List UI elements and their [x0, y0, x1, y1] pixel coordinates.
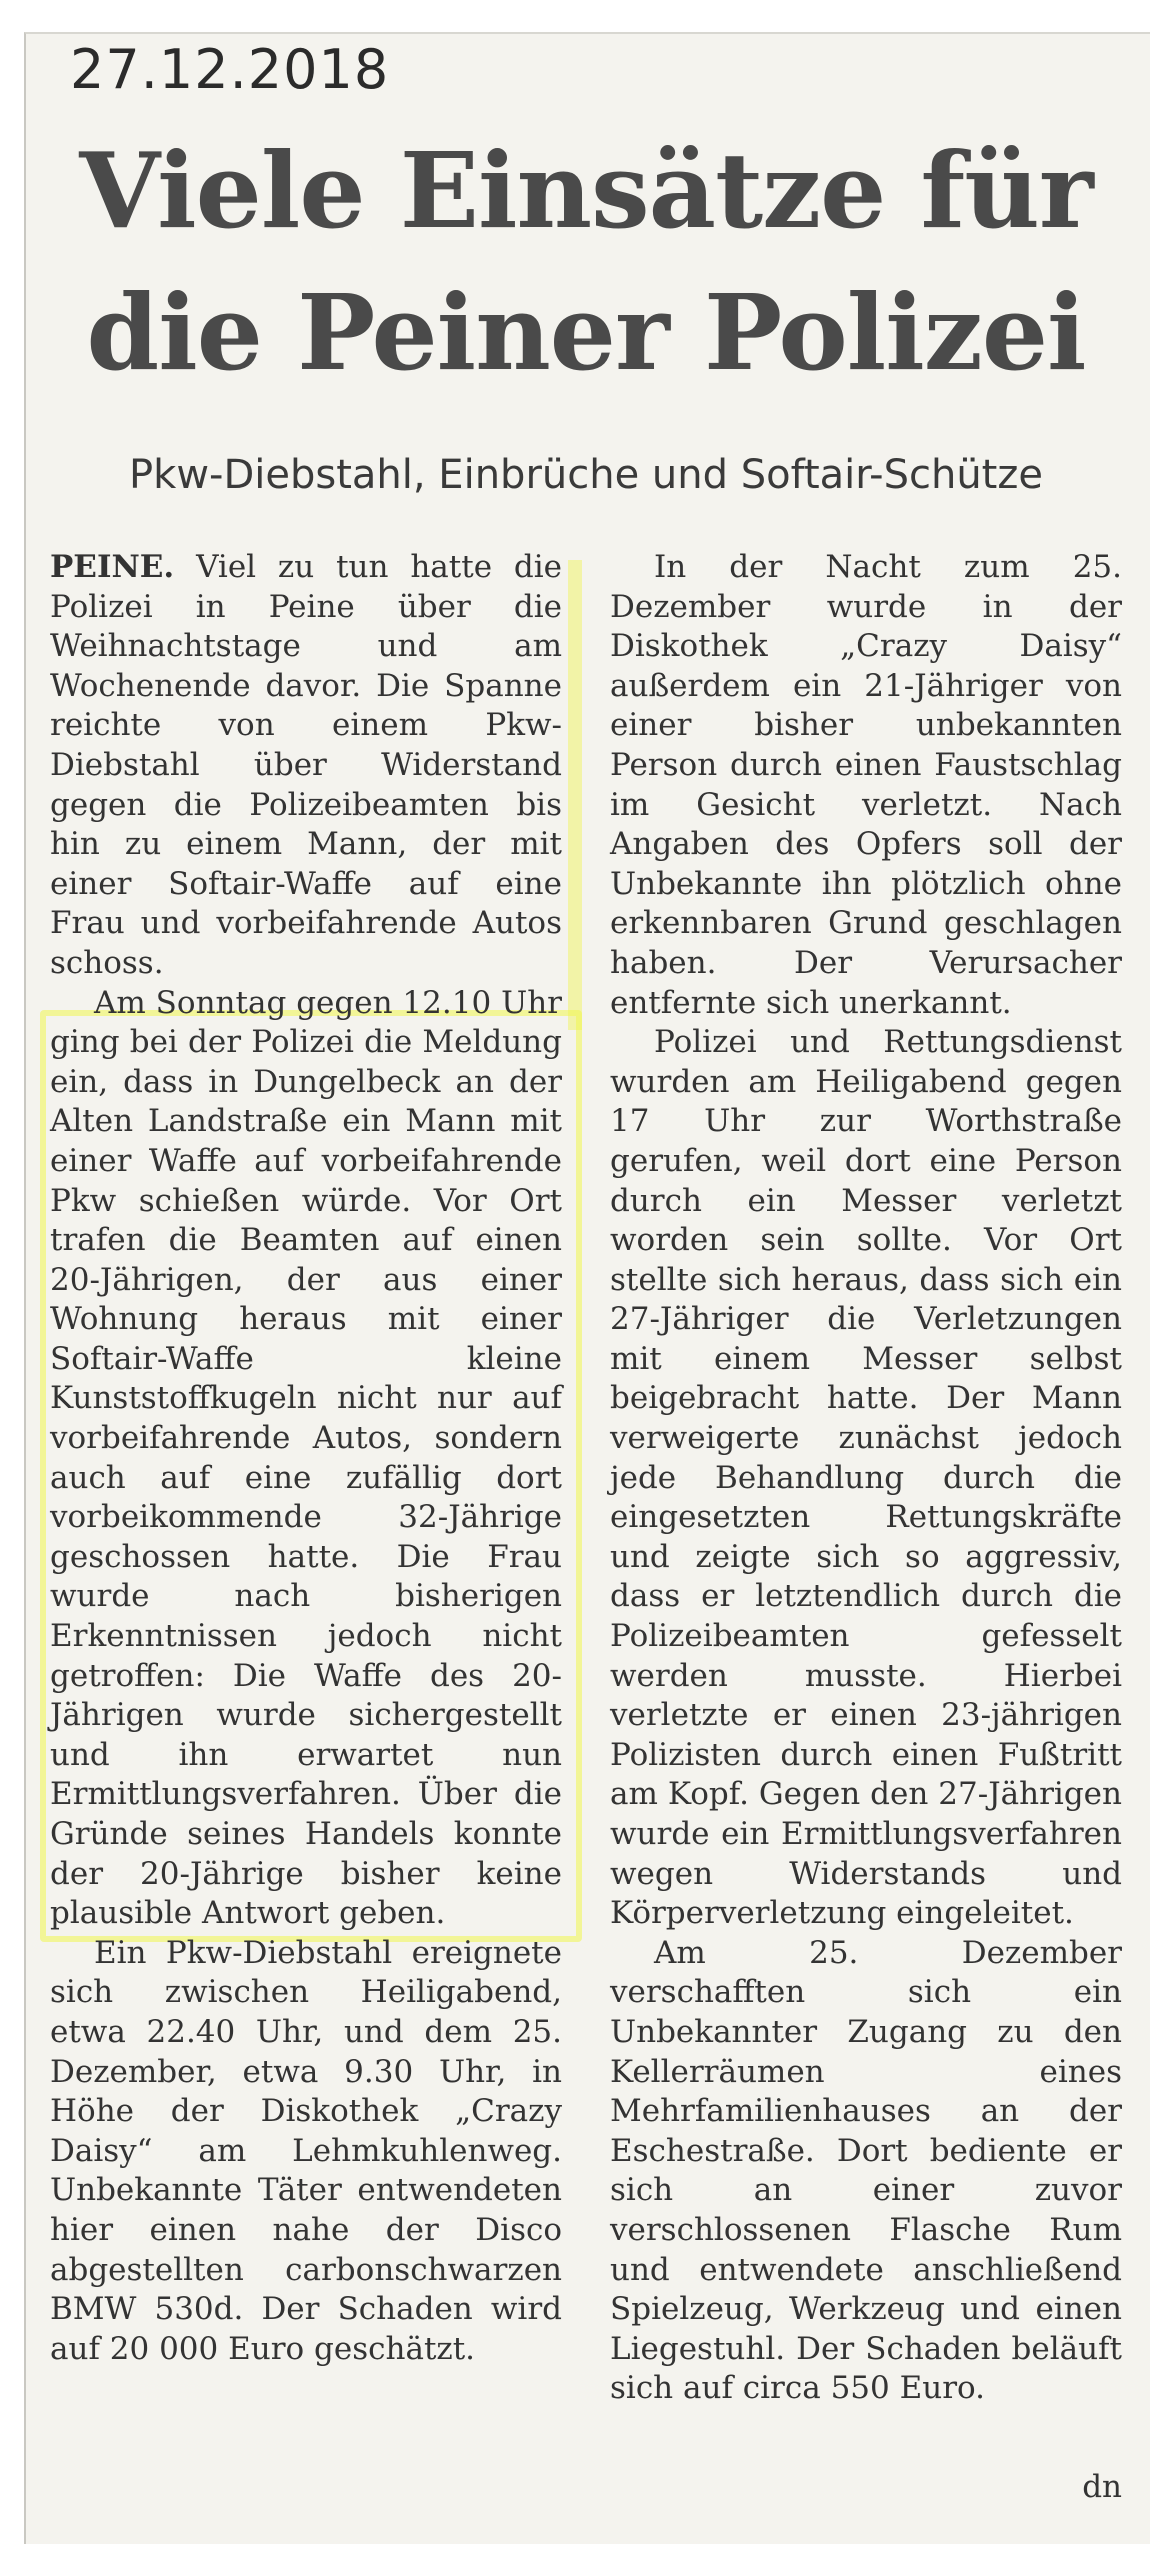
headline: [40, 120, 1132, 404]
subheadline: Pkw-Diebstahl, Einbrüche und Softair-Schütze: [129, 452, 1043, 498]
article-column-right: [610, 548, 1122, 2508]
article-paragraph: [50, 548, 562, 984]
paragraph-text: Viel zu tun hatte die Polizei in Peine über die Weihnachtstage und am Wochenende davor. Die Spanne reichte von einem Pkw-Diebstahl über Widerstand gegen die Polizeibeamten bis hin zu einem Mann, der mit einer Softair-Waffe auf eine Frau und vorbeifahrende Autos schoss.: [50, 549, 562, 981]
article-paragraph: Ein Pkw-Diebstahl ereignete sich zwischen Heiligabend, etwa 22.40 Uhr, und dem 25. Dezember, etwa 9.30 Uhr, in Höhe der Diskothek „Crazy Daisy“ am Lehmkuhlenweg. Unbekannte Täter entwendeten hier einen nahe der Disco abgestellten carbonschwarzen BMW 530d. Der Schaden wird auf 20 000 Euro geschätzt.: [50, 1934, 562, 2367]
dateline: PEINE.: [50, 549, 175, 585]
article-paragraph: Polizei und Rettungsdienst wurden am Heiligabend gegen 17 Uhr zur Worthstraße gerufen, weil dort eine Person durch ein Messer verletzt worden sein sollte. Vor Ort stellte sich heraus, dass sich ein 27-Jähriger die Verletzungen mit einem Messer selbst beigebracht hatte. Der Mann verweigerte zunächst jedoch jede Behandlung durch die eingesetzten Rettungskräfte und zeigte sich so aggressiv, dass er letztendlich durch die Polizeibeamten gefesselt werden musste. Hierbei verletzte er einen 23-jährigen Polizisten durch einen Fußtritt am Kopf. Gegen den 27-Jährigen wurde ein Ermittlungsverfahren wegen Widerstands und Körperverletzung eingeleitet.: [610, 1024, 1122, 1932]
headline-line-2: die Peiner Polizei: [86, 271, 1086, 394]
author-signature: dn: [1082, 2469, 1122, 2506]
article-paragraph: In der Nacht zum 25. Dezember wurde in der Diskothek „Crazy Daisy“ außerdem ein 21-Jähriger von einer bisher unbekannten Person durch einen Faustschlag im Gesicht verletzt. Nach Angaben des Opfers soll der Unbekannte ihn plötzlich ohne erkennbaren Grund geschlagen haben. Der Verursacher entfernte sich unerkannt.: [610, 549, 1122, 1021]
article-paragraph: Am Sonntag gegen 12.10 Uhr ging bei der Polizei die Meldung ein, dass in Dungelbeck an der Alten Landstraße ein Mann mit einer Waffe auf vorbeifahrende Pkw schießen würde. Vor Ort trafen die Beamten auf einen 20-Jährigen, der aus einer Wohnung heraus mit einer Softair-Waffe kleine Kunststoffkugeln nicht nur auf vorbeifahrende Autos, sondern auch auf eine zufällig dort vorbeikommende 32-Jährige geschossen hatte. Die Frau wurde nach bisherigen Erkenntnissen jedoch nicht getroffen: Die Waffe des 20-Jährigen wurde sichergestellt und ihn erwartet nun Ermittlungsverfahren. Über die Gründe seines Handels konnte der 20-Jährige bisher keine plausible Antwort geben.: [50, 984, 562, 1932]
article-paragraph: Am 25. Dezember verschafften sich ein Unbekannter Zugang zu den Kellerräumen eines Mehrfamilienhauses an der Eschestraße. Dort bediente er sich an einer zuvor verschlossenen Flasche Rum und entwendete anschließend Spielzeug, Werkzeug und einen Liegestuhl. Der Schaden beläuft sich auf circa 550 Euro.: [610, 1934, 1122, 2407]
handwritten-date: 27.12.2018: [70, 38, 390, 101]
article-column-left: [50, 548, 562, 2369]
headline-line-1: Viele Einsätze für: [79, 129, 1093, 252]
